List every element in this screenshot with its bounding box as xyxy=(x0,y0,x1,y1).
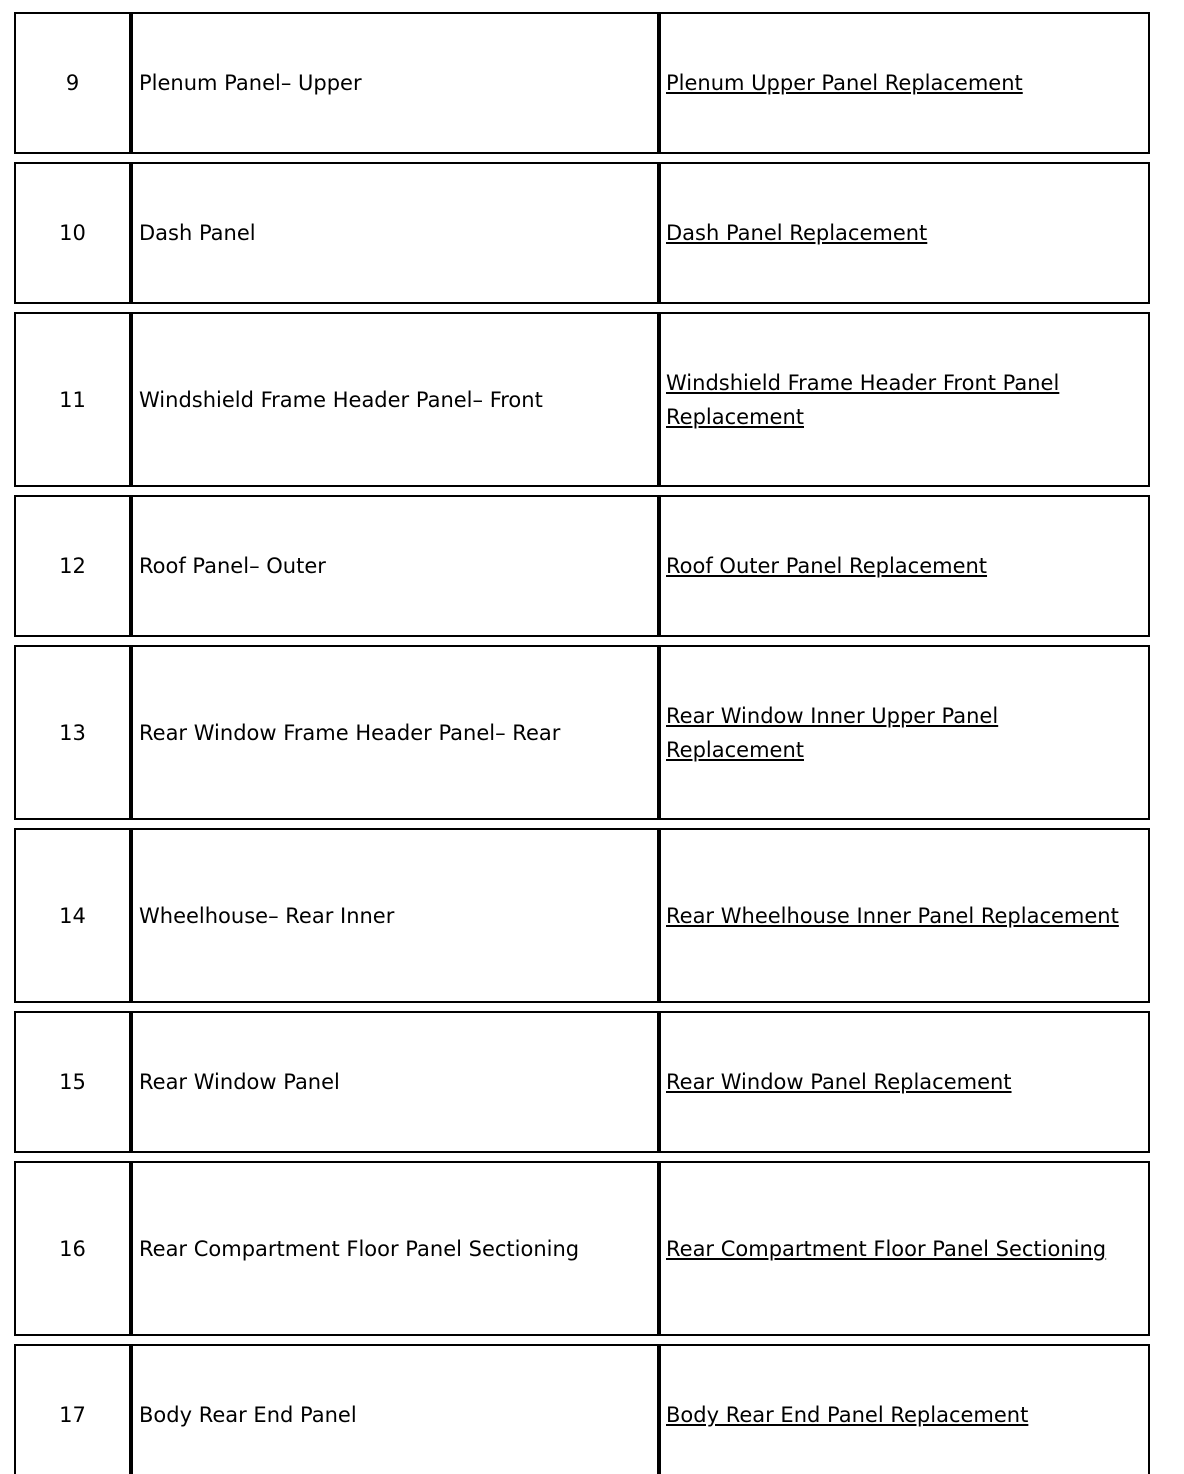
row-number: 16 xyxy=(14,1161,131,1336)
procedure-cell xyxy=(659,1011,1150,1153)
row-number: 13 xyxy=(14,645,131,820)
row-number: 17 xyxy=(14,1344,131,1474)
table-row xyxy=(14,495,1150,637)
table-row xyxy=(14,12,1150,154)
table-row xyxy=(14,1344,1150,1474)
panel-name: Rear Compartment Floor Panel Sectioning xyxy=(131,1161,659,1336)
procedure-link[interactable]: Body Rear End Panel Replacement xyxy=(666,1403,1029,1427)
procedure-cell xyxy=(659,828,1150,1003)
procedure-link[interactable]: Rear Wheelhouse Inner Panel Replacement xyxy=(666,903,1119,928)
row-number: 14 xyxy=(14,828,131,1003)
procedure-cell xyxy=(659,162,1150,304)
table-row xyxy=(14,312,1150,487)
panel-name: Body Rear End Panel xyxy=(131,1344,659,1474)
procedure-cell xyxy=(659,12,1150,154)
panel-replacement-table xyxy=(14,4,1150,1474)
row-number: 11 xyxy=(14,312,131,487)
panel-name: Windshield Frame Header Panel– Front xyxy=(131,312,659,487)
procedure-link[interactable]: Rear Window Panel Replacement xyxy=(666,1070,1012,1094)
panel-name: Roof Panel– Outer xyxy=(131,495,659,637)
procedure-cell xyxy=(659,645,1150,820)
panel-name: Wheelhouse– Rear Inner xyxy=(131,828,659,1003)
procedure-link[interactable]: Windshield Frame Header Front Panel Replacement xyxy=(666,370,1060,429)
table-row xyxy=(14,1011,1150,1153)
table-row xyxy=(14,1161,1150,1336)
table-row xyxy=(14,645,1150,820)
procedure-link[interactable]: Rear Window Inner Upper Panel Replacement xyxy=(666,703,999,762)
row-number: 10 xyxy=(14,162,131,304)
panel-name: Plenum Panel– Upper xyxy=(131,12,659,154)
row-number: 12 xyxy=(14,495,131,637)
procedure-cell xyxy=(659,312,1150,487)
procedure-cell xyxy=(659,1344,1150,1474)
procedure-link[interactable]: Rear Compartment Floor Panel Sectioning xyxy=(666,1236,1107,1261)
procedure-link[interactable]: Roof Outer Panel Replacement xyxy=(666,554,988,578)
procedure-link[interactable]: Plenum Upper Panel Replacement xyxy=(666,71,1023,95)
panel-name: Rear Window Frame Header Panel– Rear xyxy=(131,645,659,820)
row-number: 15 xyxy=(14,1011,131,1153)
panel-name: Dash Panel xyxy=(131,162,659,304)
procedure-link[interactable]: Dash Panel Replacement xyxy=(666,221,928,245)
panel-name: Rear Window Panel xyxy=(131,1011,659,1153)
table-row xyxy=(14,162,1150,304)
procedure-cell xyxy=(659,495,1150,637)
procedure-cell xyxy=(659,1161,1150,1336)
table-row xyxy=(14,828,1150,1003)
row-number: 9 xyxy=(14,12,131,154)
